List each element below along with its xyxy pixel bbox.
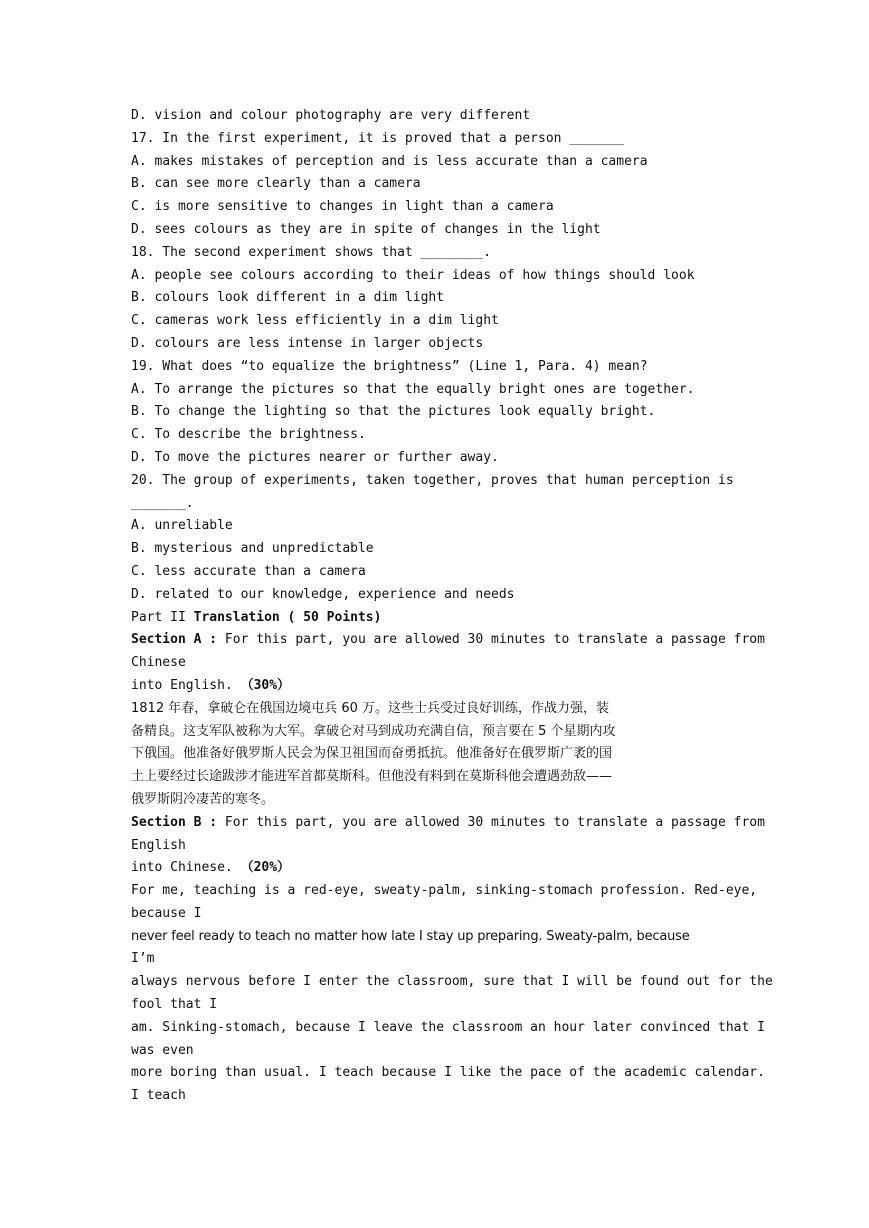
q18-stem: 18. The second experiment shows that ________. [131, 244, 492, 260]
q19-option-d: D. To move the pictures nearer or further away. [131, 449, 499, 465]
section-a-into-text: into English. [131, 677, 241, 693]
q19-option-a: A. To arrange the pictures so that the equally bright ones are together. [131, 381, 695, 397]
section-b-instructions: For this part, you are allowed 30 minutes to translate a passage from [217, 814, 765, 830]
section-b-into-text: into Chinese. [131, 860, 241, 876]
q17-option-b: B. can see more clearly than a camera [131, 176, 421, 192]
section-a-instructions: For this part, you are allowed 30 minutes to translate a passage from [217, 632, 765, 648]
section-b-into [131, 857, 741, 880]
section-a-weight: （30%） [240, 677, 291, 693]
section-b-heading [131, 812, 765, 835]
section-a-passage-line-2: 备精良。这支军队被称为大军。拿破仑对马到成功充满自信，预言要在 5 个星期内攻 [131, 723, 616, 739]
section-b-passage-line-3: never feel ready to teach no matter how late I stay up preparing. Sweaty-palm, because [131, 928, 690, 944]
q20-stem: 20. The group of experiments, taken together, proves that human perception is [131, 472, 734, 488]
section-b-passage-line-10: I teach [131, 1088, 186, 1104]
section-b-passage-line-8: was even [131, 1042, 194, 1058]
q18-option-a: A. people see colours according to their ideas of how things should look [131, 267, 695, 283]
section-a-passage-line-3: 下俄国。他准备好俄罗斯人民会为保卫祖国而奋勇抵抗。他准备好在俄罗斯广袤的国 [131, 746, 613, 762]
section-b-passage-line-4: I’m [131, 951, 155, 967]
section-b-instructions-continued: English [131, 837, 186, 853]
q18-option-c: C. cameras work less efficiently in a dim light [131, 313, 499, 329]
section-a-into [131, 675, 741, 698]
section-b-weight: （20%） [240, 860, 291, 876]
q17-option-c: C. is more sensitive to changes in light than a camera [131, 199, 554, 215]
q20-option-d: D. related to our knowledge, experience and needs [131, 586, 515, 602]
q20-option-a: A. unreliable [131, 518, 233, 534]
part2-prefix: Part II [131, 609, 194, 625]
section-b-passage-line-1: For me, teaching is a red-eye, sweaty-palm, sinking-stomach profession. Red-eye, [131, 883, 758, 899]
part2-title: Translation ( 50 Points) [193, 609, 382, 625]
q19-stem: 19. What does “to equalize the brightness” (Line 1, Para. 4) mean? [131, 358, 648, 374]
section-a-passage-line-4: 土上要经过长途跋涉才能进军首都莫斯科。但他没有料到在莫斯科他会遭遇劲敌—— [131, 769, 613, 785]
section-a-label: Section A : [131, 632, 218, 648]
section-a-instructions-continued: Chinese [131, 655, 186, 671]
q19-option-c: C. To describe the brightness. [131, 427, 366, 443]
section-a-heading [131, 629, 765, 652]
q20-option-c: C. less accurate than a camera [131, 563, 366, 579]
part2-heading [131, 607, 741, 630]
section-b-passage-line-5: always nervous before I enter the classroom, sure that I will be found out for the [131, 974, 773, 990]
q16-option-d: D. vision and colour photography are very different [131, 108, 531, 123]
q17-option-d: D. sees colours as they are in spite of changes in the light [131, 221, 601, 237]
q17-stem: 17. In the first experiment, it is proved that a person _______ [131, 130, 625, 146]
q18-option-d: D. colours are less intense in larger objects [131, 335, 484, 351]
section-b-label: Section B : [131, 814, 218, 830]
q17-option-a: A. makes mistakes of perception and is less accurate than a camera [131, 153, 648, 169]
section-a-passage-line-5: 俄罗斯阴冷凄苦的寒冬。 [131, 791, 275, 807]
section-b-passage-line-2: because I [131, 905, 202, 921]
section-a-passage-line-1: 1812 年春，拿破仑在俄国边境屯兵 60 万。这些士兵受过良好训练，作战力强，装 [131, 700, 610, 716]
q20-option-b: B. mysterious and unpredictable [131, 541, 374, 557]
q19-option-b: B. To change the lighting so that the pictures look equally bright. [131, 404, 656, 420]
section-b-passage-line-7: am. Sinking-stomach, because I leave the classroom an hour later convinced that I [131, 1019, 765, 1035]
section-b-passage-line-9: more boring than usual. I teach because I like the pace of the academic calendar. [131, 1065, 765, 1081]
section-b-passage-line-6: fool that I [131, 997, 218, 1013]
exam-page [131, 105, 773, 1108]
q20-stem-continued: _______. [131, 495, 194, 511]
q18-option-b: B. colours look different in a dim light [131, 290, 445, 306]
